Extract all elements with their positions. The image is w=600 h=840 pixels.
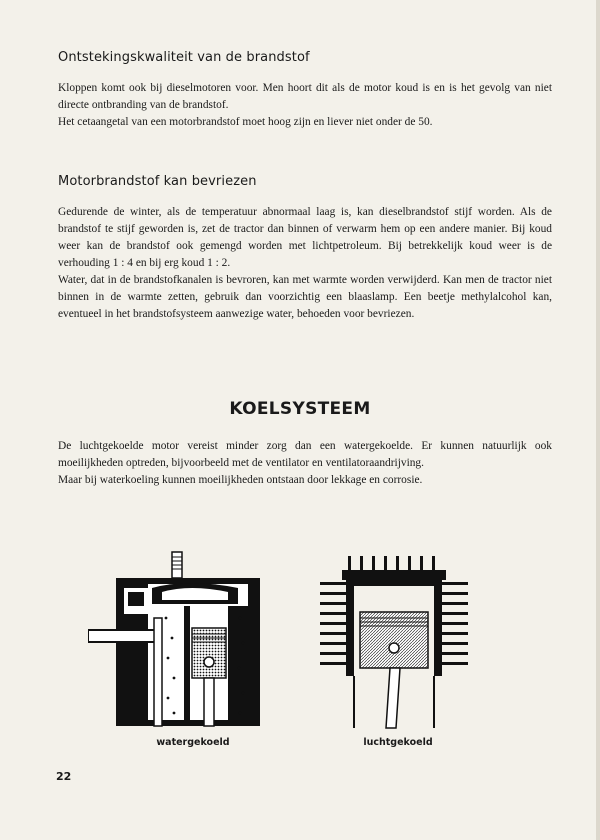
paragraph-cetane: Het cetaangetal van een motorbrandstof moet hoog zijn en liever niet onder de 50. <box>58 116 433 128</box>
section-cooling <box>58 438 552 489</box>
paragraph-knocking: Kloppen komt ook bij dieselmotoren voor. Men hoort dit als de motor koud is en is het gevolg van niet directe ontbranding van de brandstof. <box>58 82 552 111</box>
air-cooled-engine-illustration <box>316 552 472 730</box>
paragraph-frozen-water: Water, dat in de brandstofkanalen is bevroren, kan met warmte worden verwijderd. Kan men de tractor niet binnen in de warmte zetten, gebruik dan voorzichtig een blaaslamp. Een beetje methylalcohol kan, eventueel in het brandstofsysteem aanwezige water, behoeden voor bevriezen. <box>58 274 552 320</box>
section-heading-ignition-quality: Ontstekingskwaliteit van de brandstof <box>58 50 310 65</box>
section-fuel-freezing <box>58 174 552 323</box>
water-cooled-engine-illustration <box>88 548 268 728</box>
paragraph-water-cooled: Maar bij waterkoeling kunnen moeilijkheden ontstaan door lekkage en corrosie. <box>58 474 423 486</box>
chapter-heading: KOELSYSTEEM <box>229 399 371 419</box>
section-heading-fuel-freezing: Motorbrandstof kan bevriezen <box>58 174 257 189</box>
page-edge-shadow <box>596 0 600 840</box>
paragraph-air-cooled: De luchtgekoelde motor vereist minder zorg dan een watergekoelde. Er kunnen natuurlijk ook moeilijkheden optreden, bijvoorbeeld met de ventilator en ventilatoraandrijving. <box>58 440 552 469</box>
caption-air-cooled: luchtgekoeld <box>363 737 433 748</box>
section-ignition-quality <box>58 50 552 131</box>
caption-water-cooled: watergekoeld <box>156 737 230 748</box>
paragraph-winter: Gedurende de winter, als de temperatuur abnormaal laag is, kan dieselbrandstof stijf worden. Als de brandstof te stijf geworden is, zet de tractor dan binnen of verwarm hem op een andere manier. Bij koud weer kan de brandstof ook gemengd worden met lichtpetroleum. Bij betrekkelijk koud weer is de verhouding 1 : 4 en bij erg koud 1 : 2. <box>58 206 552 269</box>
page-number: 22 <box>56 770 72 783</box>
